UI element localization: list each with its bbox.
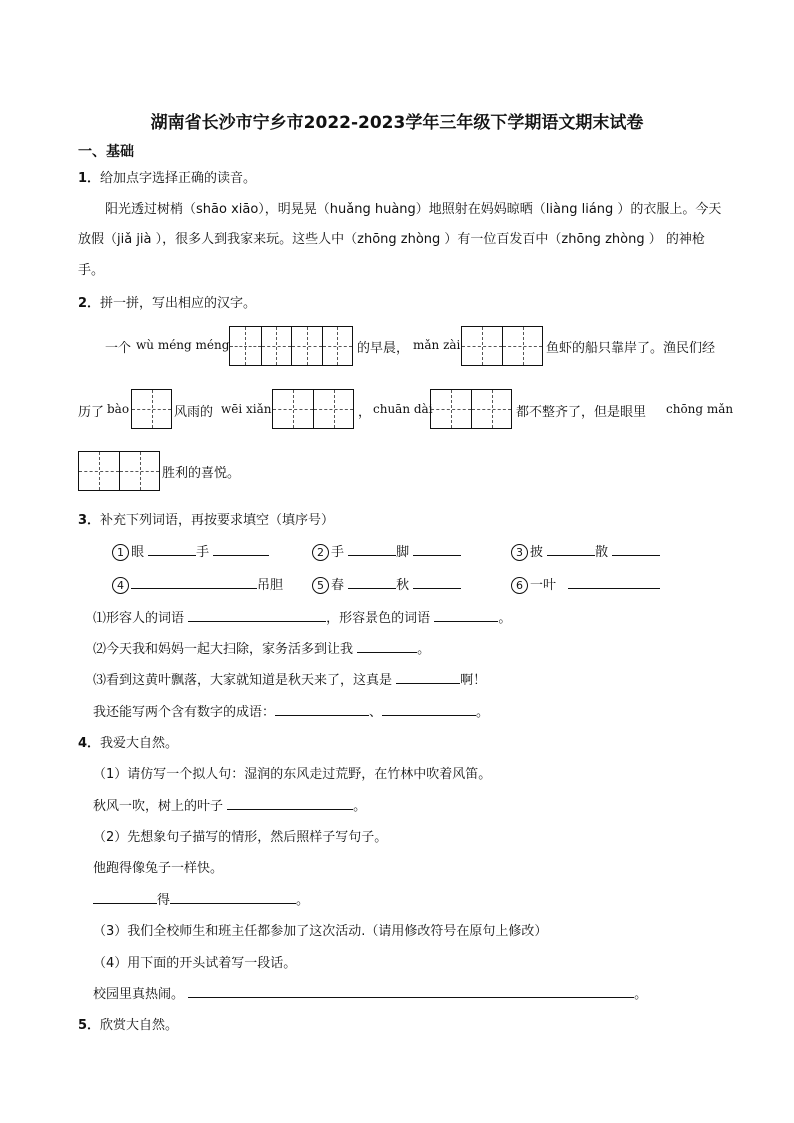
idiom-char: 披: [530, 545, 544, 560]
question-number: 5．: [78, 1018, 101, 1033]
idiom-char: 散: [595, 545, 609, 560]
pinyin-label: bào: [107, 402, 130, 416]
q2-text: ，: [358, 405, 372, 420]
answer-blank[interactable]: [568, 574, 660, 589]
q2-text: 历了: [78, 405, 105, 420]
question-number: 4．: [78, 736, 101, 751]
q1-text-line-2: 放假（jiǎ jià ），很多人到我家来玩。这些人中（zhōng zhòng ）有一位百发百中（zhōng zhòng ） 的神枪: [78, 232, 705, 247]
q4-sub-2: （2）先想象句子描写的情形，然后照样子写句子。: [93, 830, 388, 845]
idiom-char: 眼: [131, 545, 145, 560]
q2-text: 一个: [105, 341, 132, 356]
tianzige-grid-manzai[interactable]: [461, 326, 543, 366]
answer-blank[interactable]: [213, 541, 269, 556]
sub-question-text: ⑶看到这黄叶飘落，大家就知道是秋天来了，这真是: [93, 673, 393, 688]
q3-sub-1: [93, 607, 511, 626]
pinyin-label: chuān dài: [373, 402, 433, 416]
idiom-char: 手: [331, 545, 345, 560]
answer-blank[interactable]: [382, 701, 476, 716]
pinyin-label: chōng mǎn: [666, 402, 734, 416]
answer-blank[interactable]: [434, 607, 498, 622]
question-3: [78, 509, 334, 528]
q1-text-line-3: 手。: [78, 263, 105, 278]
answer-blank[interactable]: [93, 889, 157, 904]
idiom-item-5: [312, 574, 461, 594]
answer-blank[interactable]: [170, 889, 296, 904]
section-heading-basics: 一、基础: [78, 144, 134, 160]
q3-sub-4: [93, 701, 489, 720]
idiom-char: 春: [331, 578, 345, 593]
q4-sub-1-answer: [93, 795, 366, 814]
question-prompt: 我爱大自然。: [100, 736, 179, 751]
item-number: 1: [112, 544, 129, 561]
sub-question-text: 。: [296, 893, 310, 908]
item-number: 4: [112, 577, 129, 594]
answer-blank[interactable]: [275, 701, 369, 716]
idiom-item-3: [511, 541, 660, 561]
item-number: 6: [511, 577, 528, 594]
answer-blank[interactable]: [148, 541, 196, 556]
idiom-item-1: [112, 541, 269, 561]
sub-question-text: 。: [634, 987, 648, 1002]
tianzige-grid-weixian[interactable]: [272, 389, 354, 429]
pinyin-label: wù méng méng: [136, 338, 230, 352]
tianzige-grid-chongman[interactable]: [78, 451, 160, 491]
item-number: 2: [312, 544, 329, 561]
page-title: 湖南省长沙市宁乡市2022-2023学年三年级下学期语文期末试卷: [150, 113, 644, 133]
sub-question-text: 。: [353, 799, 367, 814]
answer-blank[interactable]: [547, 541, 595, 556]
answer-blank[interactable]: [131, 574, 257, 589]
pinyin-label: wēi xiǎn: [221, 402, 272, 416]
tianzige-grid-wumengmeng[interactable]: [229, 326, 353, 366]
answer-blank[interactable]: [413, 541, 461, 556]
q3-sub-2: [93, 638, 430, 657]
tianzige-grid-bao[interactable]: [131, 389, 172, 429]
answer-blank[interactable]: [357, 638, 417, 653]
sub-question-text: 。: [498, 611, 512, 626]
q2-text: 鱼虾的船只靠岸了。渔民们经: [546, 341, 716, 356]
idiom-char: 秋: [396, 578, 410, 593]
sub-question-text: 我还能写两个含有数字的成语：: [93, 705, 276, 720]
idiom-char: 一叶: [530, 578, 557, 593]
question-number: 1．: [78, 171, 101, 186]
tianzige-grid-chuandai[interactable]: [430, 389, 512, 429]
idiom-item-2: [312, 541, 461, 561]
answer-blank[interactable]: [348, 541, 396, 556]
idiom-char: 手: [196, 545, 210, 560]
question-number: 3．: [78, 513, 101, 528]
item-number: 3: [511, 544, 528, 561]
idiom-char: 脚: [396, 545, 410, 560]
question-2: [78, 292, 256, 311]
q4-sub-4: （4）用下面的开头试着写一段话。: [93, 956, 297, 971]
q2-text: 胜利的喜悦。: [162, 466, 241, 481]
item-number: 5: [312, 577, 329, 594]
q4-sub-2-answer: [93, 889, 309, 908]
sub-question-text: 得: [157, 893, 171, 908]
question-4: [78, 732, 178, 751]
sub-question-text: 秋风一吹，树上的叶子: [93, 799, 224, 814]
question-prompt: 欣赏大自然。: [100, 1018, 179, 1033]
sub-question-text: ⑵今天我和妈妈一起大扫除，家务活多到让我: [93, 642, 354, 657]
sub-question-text: 校园里真热闹。: [93, 987, 185, 1002]
sub-question-text: ⑴形容人的词语: [93, 611, 185, 626]
answer-blank[interactable]: [413, 574, 461, 589]
sub-question-text: 啊！: [460, 673, 487, 688]
question-5: [78, 1014, 178, 1033]
idiom-char: 吊胆: [257, 578, 284, 593]
q2-text: 风雨的: [174, 405, 214, 420]
question-prompt: 给加点字选择正确的读音。: [100, 171, 257, 186]
pinyin-label: mǎn zài: [413, 338, 461, 352]
answer-blank[interactable]: [348, 574, 396, 589]
idiom-item-6: [511, 574, 660, 594]
question-prompt: 补充下列词语，再按要求填空（填序号）: [100, 513, 335, 528]
answer-blank[interactable]: [188, 607, 326, 622]
answer-blank[interactable]: [227, 795, 353, 810]
q1-text-line-1: 阳光透过树梢（shāo xiāo），明晃晃（huǎng huàng）地照射在妈妈晾晒（liàng liáng ）的衣服上。今天: [105, 202, 722, 217]
sub-question-text: ，形容景色的词语: [326, 611, 431, 626]
q4-sub-1: （1）请仿写一个拟人句：湿润的东风走过荒野，在竹林中吹着风笛。: [93, 767, 492, 782]
answer-blank[interactable]: [188, 983, 634, 998]
q3-sub-3: [93, 669, 486, 688]
q4-sub-2-example: 他跑得像兔子一样快。: [93, 861, 224, 876]
q2-text: 的早晨，: [357, 341, 410, 356]
q4-sub-4-answer: [93, 983, 647, 1002]
question-1: [78, 167, 256, 186]
question-number: 2．: [78, 296, 101, 311]
idiom-item-4: [112, 574, 283, 594]
q4-sub-3: （3）我们全校师生和班主任都参加了这次活动.（请用修改符号在原句上修改）: [93, 924, 548, 939]
q2-text: 都不整齐了，但是眼里: [516, 405, 647, 420]
sub-question-text: 。: [476, 705, 490, 720]
answer-blank[interactable]: [612, 541, 660, 556]
question-prompt: 拼一拼，写出相应的汉字。: [100, 296, 257, 311]
sub-question-text: 、: [369, 705, 383, 720]
sub-question-text: 。: [417, 642, 431, 657]
answer-blank[interactable]: [396, 669, 460, 684]
